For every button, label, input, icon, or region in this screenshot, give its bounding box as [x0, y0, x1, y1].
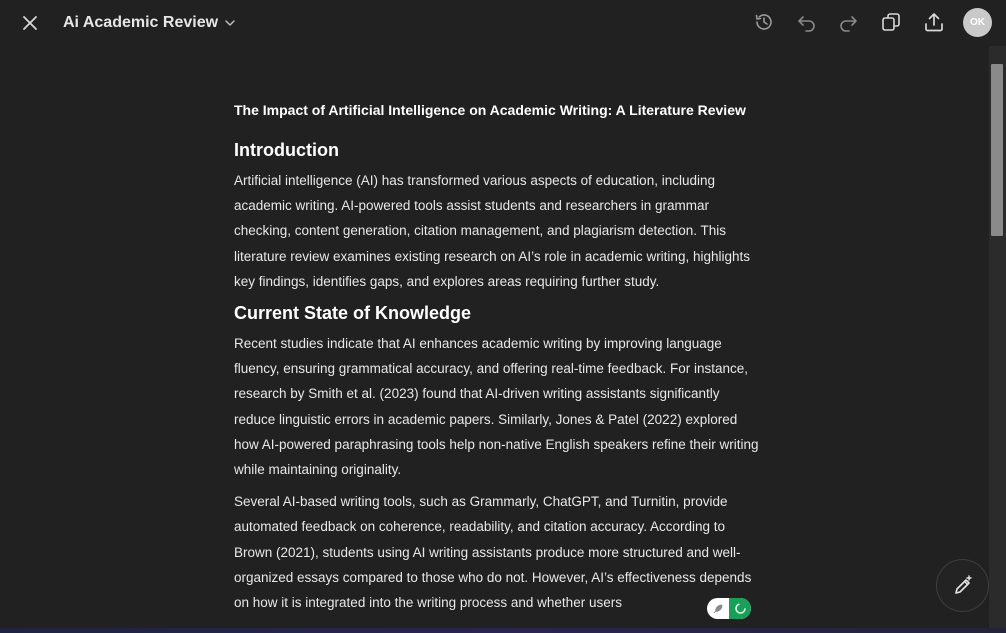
document-content[interactable]: [234, 100, 764, 622]
pencil-sparkle-icon: [951, 574, 975, 598]
feather-icon-holder: [707, 598, 729, 619]
document-heading: The Impact of Artificial Intelligence on Academic Writing: A Literature Review: [234, 102, 746, 118]
undo-button[interactable]: [795, 10, 819, 34]
redo-icon: [837, 11, 859, 33]
copy-icon: [880, 11, 902, 33]
close-button[interactable]: [18, 11, 42, 35]
user-avatar[interactable]: [963, 8, 992, 37]
writing-assistant-widget[interactable]: [707, 598, 751, 619]
close-icon: [22, 15, 38, 31]
copy-button[interactable]: [879, 10, 903, 34]
avatar-initials: OK: [970, 17, 985, 28]
document-title-dropdown[interactable]: [63, 12, 236, 34]
section-title-introduction: Introduction: [234, 140, 339, 160]
edit-suggestions-button[interactable]: [936, 559, 989, 612]
section-title-current-state: Current State of Knowledge: [234, 303, 472, 324]
top-toolbar: [0, 0, 1006, 46]
feather-icon: [712, 603, 724, 615]
loading-ring-icon: [734, 602, 747, 615]
paragraph: Several AI-based writing tools, such as Grammarly, ChatGPT, and Turnitin, provide automated feedback on coherence, readability, and citation accuracy. According to Brown (2021), students using AI writing assistants produce more structured and well-organized essays compared to those who do not. However, AI’s effectiveness depends on how it is integrated into the writing process and whether users: [234, 494, 752, 611]
paragraph: Recent studies indicate that AI enhances academic writing by improving language fluency, ensuring grammatical accuracy, and offering real-time feedback. For instance, research by Smith et al. (2023) found that AI-driven writing assistants significantly reduce linguistic errors in academic papers. Similarly, Jones & Patel (2022) explored how AI-powered paraphrasing tools help non-native English speakers refine their writing while maintaining originality.: [234, 336, 759, 478]
paragraph: Artificial intelligence (AI) has transformed various aspects of education, including academic writing. AI-powered tools assist students and researchers in grammar checking, content generation, citation management, and plagiarism detection. This literature review examines existing research on AI’s role in academic writing, highlights key findings, identifies gaps, and explores areas requiring further study.: [234, 173, 750, 289]
chevron-down-icon: [224, 17, 236, 29]
share-button[interactable]: [922, 10, 946, 34]
version-history-button[interactable]: [752, 10, 776, 34]
redo-button[interactable]: [836, 10, 860, 34]
scrollbar-thumb[interactable]: [991, 64, 1003, 236]
status-indicator: [729, 598, 751, 619]
document-title: Ai Academic Review: [63, 14, 219, 31]
history-icon: [753, 11, 775, 33]
undo-icon: [796, 11, 818, 33]
taskbar-edge: [0, 628, 1006, 633]
share-icon: [923, 11, 945, 33]
